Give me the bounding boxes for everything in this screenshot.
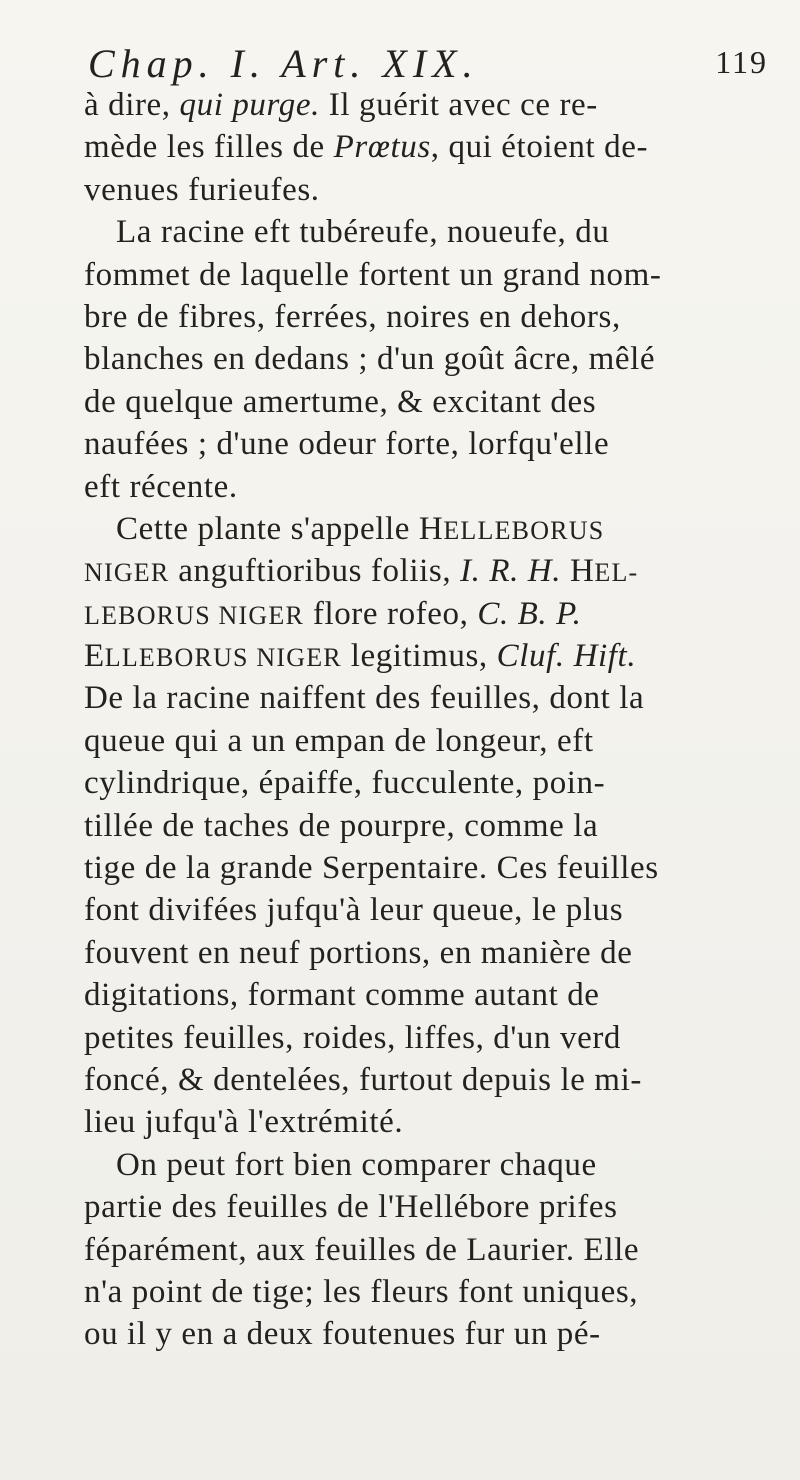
text-line (84, 254, 772, 296)
text-run: anguftioribus foliis, (169, 553, 461, 590)
text-line (84, 1186, 772, 1228)
text-line (84, 1313, 772, 1355)
text-run: LLEBORUS NIGER (104, 643, 342, 673)
text-line (84, 84, 772, 126)
text-line (84, 1059, 772, 1101)
text-line (84, 1144, 772, 1186)
text-run: eft récente. (84, 468, 238, 505)
text-line (84, 169, 772, 211)
text-line (84, 1101, 772, 1143)
text-run: On peut fort bien comparer chaque (116, 1146, 597, 1183)
chapter-article-heading: Chap. I. Art. XIX. (88, 41, 479, 86)
text-run: legitimus, (341, 638, 497, 675)
text-run: , qui étoient de- (430, 129, 649, 166)
text-line (84, 932, 772, 974)
text-run: foncé, & dentelées, furtout depuis le mi- (84, 1061, 642, 1098)
text-run: Cluf. Hift. (496, 638, 637, 675)
text-run: bre de fibres, ferrées, noires en dehors, (84, 298, 621, 335)
text-run: I. R. H. (460, 553, 562, 590)
text-line (84, 593, 772, 635)
text-run: n'a point de tige; les fleurs font uniques, (84, 1273, 639, 1310)
text-line (84, 889, 772, 931)
text-line (84, 1017, 772, 1059)
text-run: lieu jufqu'à l'extrémité. (84, 1104, 404, 1141)
text-line (84, 550, 772, 592)
text-run: petites feuilles, roides, liffes, d'un verd (84, 1019, 622, 1056)
text-run: blanches en dedans ; d'un goût âcre, mêlé (84, 341, 656, 378)
text-line (84, 338, 772, 380)
text-run: mède les filles de (84, 129, 334, 166)
text-line (84, 677, 772, 719)
text-run: fommet de laquelle fortent un grand nom- (84, 256, 662, 293)
text-line (84, 126, 772, 168)
text-run: E (84, 638, 105, 675)
text-run: EL- (594, 558, 639, 588)
text-run: Prœtus (333, 129, 431, 166)
text-run: H (561, 553, 595, 590)
text-line (84, 805, 772, 847)
text-line (84, 720, 772, 762)
text-line (84, 974, 772, 1016)
text-run: La racine eft tubéreufe, noueufe, du (116, 214, 610, 251)
text-run: flore rofeo, (304, 595, 478, 632)
text-line (84, 211, 772, 253)
text-run: à dire, (84, 87, 180, 123)
text-line (84, 635, 772, 677)
text-run: tillée de taches de pourpre, comme la (84, 807, 599, 844)
text-line (84, 381, 772, 423)
text-run: fouvent en neuf portions, en manière de (84, 934, 633, 971)
text-run: féparément, aux feuilles de Laurier. Elle (84, 1231, 640, 1268)
text-run: Cette plante s'appelle H (116, 510, 444, 547)
text-line (84, 847, 772, 889)
text-run: qui purge. (179, 87, 320, 123)
text-run: venues furieufes. (84, 171, 320, 208)
text-line (84, 296, 772, 338)
text-line (84, 1271, 772, 1313)
body-text (84, 84, 772, 1356)
page-number: 119 (715, 44, 768, 80)
text-run: queue qui a un empan de longeur, eft (84, 722, 594, 759)
text-line (84, 762, 772, 804)
text-run: De la racine naiffent des feuilles, dont la (84, 680, 645, 717)
text-line (84, 1229, 772, 1271)
text-run: C. B. P. (477, 595, 582, 632)
text-run: font divifées jufqu'à leur queue, le plus (84, 892, 624, 929)
text-run: digitations, formant comme autant de (84, 977, 600, 1014)
text-run: Il guérit avec ce re- (319, 87, 598, 123)
text-run: de quelque amertume, & excitant des (84, 383, 597, 420)
text-line (84, 466, 772, 508)
text-run: naufées ; d'une odeur forte, lorfqu'elle (84, 426, 610, 463)
text-line (84, 508, 772, 550)
text-run: NIGER (84, 558, 170, 588)
text-run: cylindrique, épaiffe, fucculente, poin- (84, 765, 606, 802)
text-run: ELLEBORUS (443, 515, 605, 545)
text-line (84, 423, 772, 465)
text-run: LEBORUS NIGER (84, 600, 304, 630)
text-run: tige de la grande Serpentaire. Ces feuilles (84, 850, 659, 887)
text-run: partie des feuilles de l'Hellébore prifes (84, 1189, 618, 1226)
text-run: ou il y en a deux foutenues fur un pé- (84, 1316, 601, 1353)
